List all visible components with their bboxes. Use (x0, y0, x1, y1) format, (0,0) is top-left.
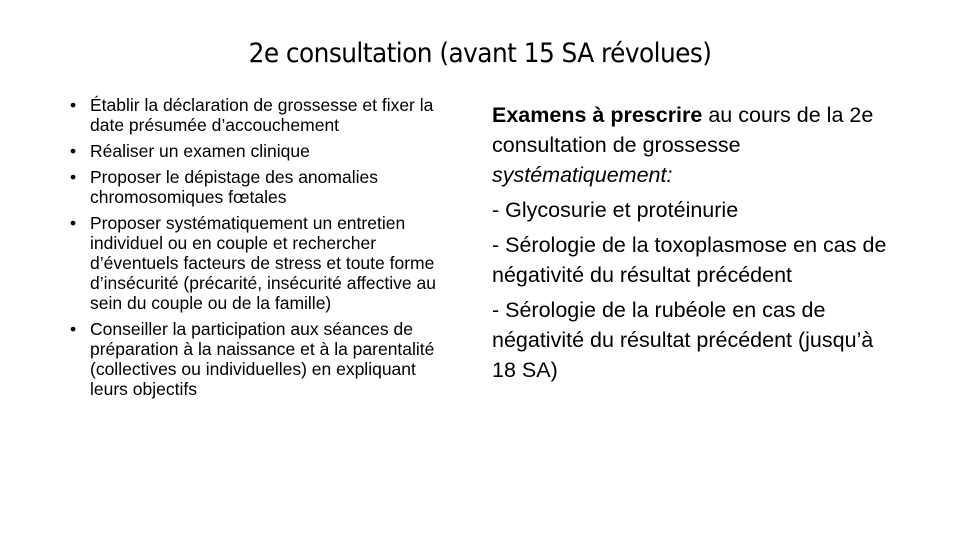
list-item-text: Proposer systématiquement un entretien individuel ou en couple et rechercher d’éventuels facteurs de stress et toute forme d’insécurité (précarité, insécurité affective au sein du couple ou de la famille) (90, 213, 436, 313)
list-item (70, 319, 450, 399)
exams-intro-bold: Examens à prescrire (492, 103, 703, 127)
bullet-list (70, 95, 450, 399)
bullet-icon: • (70, 95, 77, 115)
bullet-icon: • (70, 213, 77, 233)
exams-intro-italic: systématiquement: (492, 163, 673, 187)
list-item (70, 167, 450, 207)
exams-intro-text: au cours de la 2e consultation de grossesse (492, 103, 874, 157)
list-item-text: Établir la déclaration de grossesse et fixer la date présumée d’accouchement (90, 95, 434, 135)
list-item-text: Proposer le dépistage des anomalies chromosomiques fœtales (90, 167, 378, 207)
bullet-icon: • (70, 141, 77, 161)
left-column (70, 95, 450, 405)
bullet-icon: • (70, 167, 77, 187)
exam-item: - Sérologie de la rubéole en cas de négativité du résultat précédent (jusqu’à 18 SA) (492, 298, 874, 382)
list-item (70, 213, 450, 313)
exams-intro (492, 100, 892, 190)
list-item (70, 95, 450, 135)
exam-item: - Glycosurie et protéinurie (492, 198, 739, 222)
list-item-text: Conseiller la participation aux séances de préparation à la naissance et à la parentalité (collectives ou individuelles) en expliquant leurs objectifs (90, 319, 435, 399)
bullet-icon: • (70, 319, 77, 339)
slide-title: 2e consultation (avant 15 SA révolues) (248, 38, 712, 69)
list-item (70, 141, 450, 161)
exam-item: - Sérologie de la toxoplasmose en cas de négativité du résultat précédent (492, 233, 887, 287)
list-item-text: Réaliser un examen clinique (90, 141, 310, 161)
right-column (492, 100, 892, 390)
